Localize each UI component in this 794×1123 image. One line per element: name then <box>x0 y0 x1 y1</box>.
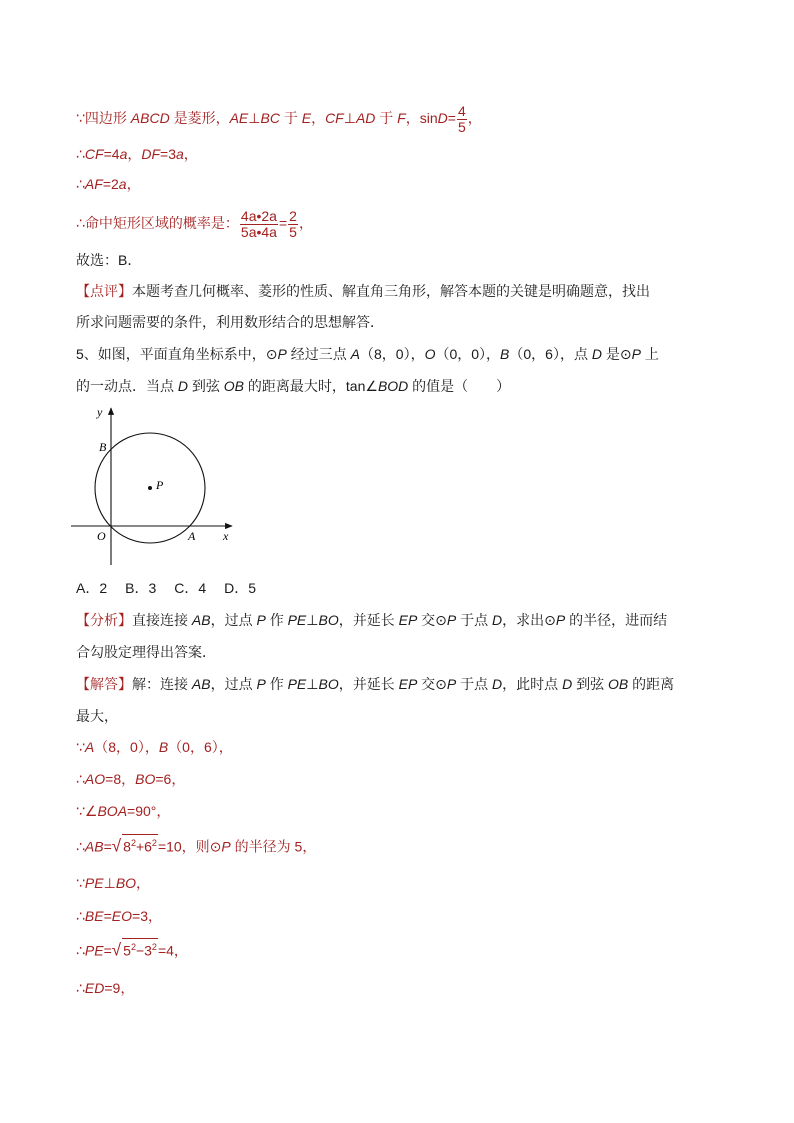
var-ae: AE <box>229 110 249 126</box>
sqrt-icon: √ <box>111 940 122 960</box>
options-line <box>76 578 256 598</box>
text: 作 <box>265 676 288 692</box>
therefore-symbol: ∴ <box>76 838 85 855</box>
var-ab: AB <box>191 676 211 692</box>
step-pe-length <box>76 938 188 963</box>
af-line <box>76 174 141 194</box>
var-abcd: ABCD <box>130 110 170 126</box>
var-af: AF <box>84 176 103 192</box>
var-p: P <box>446 612 457 628</box>
var-e: E <box>301 110 312 126</box>
point-p-label: P <box>156 478 164 492</box>
text: 的半径为 5， <box>230 838 317 855</box>
center-point-p <box>148 486 152 490</box>
text: ， <box>311 110 326 126</box>
perp-symbol: ⊥ <box>343 110 356 126</box>
text: （8，0）， <box>360 346 425 362</box>
perp-symbol: ⊥ <box>306 676 319 692</box>
sqrt-icon: √ <box>111 836 122 856</box>
option-a: A．2 <box>76 580 108 596</box>
question-5-line-1 <box>76 344 659 364</box>
var-cf: CF <box>84 146 104 162</box>
var-a: a <box>118 176 127 192</box>
equals: = <box>447 110 456 126</box>
var-d: D <box>492 676 503 692</box>
var-p: P <box>555 612 566 628</box>
var-boa: BOA <box>97 803 128 819</box>
therefore-symbol: ∴ <box>76 176 85 192</box>
var-d: D <box>177 378 189 394</box>
text: ， <box>467 110 482 126</box>
var-pe: PE <box>287 612 307 628</box>
exponent: 2 <box>130 942 136 952</box>
text: 于点 <box>456 676 493 692</box>
option-c: C．4 <box>174 580 207 596</box>
text: 直接连接 <box>132 612 192 628</box>
var-o: O <box>424 346 436 362</box>
text: =8， <box>105 771 136 787</box>
var-ep: EP <box>398 676 418 692</box>
probability-fraction <box>240 209 278 240</box>
text: 的值是（ ） <box>408 378 511 394</box>
equals: = <box>103 942 112 959</box>
question-5-line-2 <box>76 376 510 396</box>
text: （0，6），点 <box>509 346 592 362</box>
text: ， <box>298 215 313 231</box>
var-ab: AB <box>84 838 104 855</box>
var-ao: AO <box>84 771 106 787</box>
answer-line-2: 最大， <box>76 708 118 724</box>
var-p: P <box>446 676 457 692</box>
text: ，求出⊙ <box>502 612 556 628</box>
comment-line-2: 所求问题需要的条件，利用数形结合的思想解答． <box>76 314 384 330</box>
var-b: B <box>500 346 510 362</box>
var-a: A <box>84 739 95 755</box>
because-symbol: ∵ <box>76 875 85 891</box>
var-be: BE <box>84 908 104 924</box>
var-p: P <box>256 612 266 628</box>
step-ed-length <box>76 978 134 998</box>
equals: = <box>278 215 288 231</box>
option-d: D．5 <box>224 580 257 596</box>
therefore-symbol: ∴ <box>76 908 85 924</box>
exponent: 2 <box>151 838 157 848</box>
comment-line-1 <box>76 281 650 301</box>
var-d: D <box>591 346 602 362</box>
var-d: D <box>437 110 448 126</box>
answer-tag: 【解答】 <box>76 676 132 692</box>
step-right-angle <box>76 801 170 821</box>
equals: = <box>103 838 112 855</box>
comment-tag: 【点评】 <box>76 283 132 299</box>
var-cf: CF <box>325 110 344 126</box>
point-b-label: B <box>99 440 107 454</box>
var-a: a <box>119 146 128 162</box>
step-coordinates <box>76 737 233 757</box>
text: =3 <box>160 146 176 162</box>
text: 是⊙ <box>601 346 632 362</box>
therefore-symbol: ∴ <box>76 980 85 996</box>
text: （8，0）， <box>94 739 159 755</box>
var-f: F <box>397 110 406 126</box>
text: ∴命中矩形区域的概率是： <box>76 215 239 231</box>
text: ，并延长 <box>338 612 399 628</box>
var-df: DF <box>141 146 161 162</box>
base: 8 <box>123 838 131 855</box>
comment-text: 本题考查几何概率、菱形的性质、解直角三角形，解答本题的关键是明确题意，找出 <box>132 283 650 299</box>
text: ，此时点 <box>502 676 563 692</box>
var-a: a <box>176 146 184 162</box>
text: ， <box>126 176 141 192</box>
text: 作 <box>265 612 288 628</box>
sqrt-body <box>122 834 158 855</box>
fraction-denominator: 5 <box>289 223 297 240</box>
text: 上 <box>640 346 659 362</box>
text: =10，则⊙ <box>157 838 222 855</box>
therefore-symbol: ∴ <box>76 771 85 787</box>
origin-label: O <box>97 529 106 543</box>
fraction-numerator: 2 <box>289 207 297 224</box>
var-pe: PE <box>287 676 307 692</box>
var-bo: BO <box>318 612 339 628</box>
text: （0，6）， <box>168 739 233 755</box>
text: ，过点 <box>210 676 257 692</box>
analysis-line-2: 合勾股定理得出答案． <box>76 644 216 660</box>
analysis-tag: 【分析】 <box>76 612 132 628</box>
text: （0，0）， <box>435 346 501 362</box>
perp-symbol: ⊥ <box>248 110 261 126</box>
text: =2 <box>102 176 119 192</box>
sin-label: ，sin <box>405 110 438 126</box>
text: =4 <box>103 146 120 162</box>
y-axis-label: y <box>97 405 103 419</box>
var-ab: AB <box>191 612 211 628</box>
var-a: A <box>350 346 360 362</box>
text: ∵四边形 <box>76 110 131 126</box>
var-bo: BO <box>318 676 339 692</box>
text: 的距离 <box>628 676 675 692</box>
text: +6 <box>135 838 152 855</box>
var-ed: ED <box>84 980 105 996</box>
var-bod: BOD <box>377 378 409 394</box>
text: 到弦 <box>572 676 608 692</box>
text: =9， <box>104 980 135 996</box>
fraction-denominator: 5 <box>457 118 466 135</box>
sqrt-body <box>122 938 158 959</box>
text: =3， <box>132 908 162 924</box>
text: 于 <box>279 110 302 126</box>
fraction-denominator: 5a•4a <box>240 223 277 240</box>
var-ep: EP <box>398 612 418 628</box>
text: ， <box>183 146 198 162</box>
text: 的距离最大时，tan∠ <box>244 378 378 394</box>
text: 5、如图，平面直角坐标系中，⊙ <box>76 346 278 362</box>
var-pe: PE <box>84 942 104 959</box>
point-a-label: A <box>188 529 196 543</box>
probability-line <box>76 203 313 243</box>
var-bc: BC <box>260 110 280 126</box>
text: =4， <box>157 942 188 959</box>
var-d: D <box>562 676 573 692</box>
therefore-symbol: ∴ <box>76 942 85 959</box>
text: 于 <box>375 110 398 126</box>
text: =6， <box>155 771 186 787</box>
text: 交⊙ <box>417 612 447 628</box>
text: 交⊙ <box>417 676 447 692</box>
var-ad: AD <box>355 110 376 126</box>
var-bo: BO <box>135 771 156 787</box>
rhombus-given-line <box>76 100 482 136</box>
text: 经过三点 <box>286 346 351 362</box>
because-angle: ∵∠ <box>76 803 98 819</box>
sin-fraction <box>457 104 467 135</box>
text: ，过点 <box>210 612 257 628</box>
var-b: B <box>158 739 169 755</box>
text: 于点 <box>456 612 493 628</box>
var-bo: BO <box>115 875 137 891</box>
var-ob: OB <box>607 676 629 692</box>
result-fraction <box>288 209 298 240</box>
var-p: P <box>256 676 266 692</box>
step-perpendicular <box>76 873 150 893</box>
text: 到弦 <box>188 378 224 394</box>
var-pe: PE <box>84 875 104 891</box>
var-ob: OB <box>223 378 245 394</box>
coordinate-figure <box>66 402 242 568</box>
cf-df-line <box>76 144 198 164</box>
text: ，并延长 <box>338 676 399 692</box>
fraction-numerator: 4 <box>457 102 466 119</box>
equals: = <box>103 908 112 924</box>
choice-line: 故选：B． <box>76 252 142 268</box>
var-eo: EO <box>111 908 133 924</box>
var-p: P <box>277 346 287 362</box>
step-lengths <box>76 769 185 789</box>
exponent: 2 <box>151 942 157 952</box>
text: 的半径，进而结 <box>565 612 668 628</box>
text: ， <box>136 875 151 891</box>
text: ， <box>127 146 142 162</box>
text: =90°， <box>127 803 171 819</box>
option-b: B．3 <box>125 580 157 596</box>
text: 的一动点．当点 <box>76 378 178 394</box>
step-be-eo <box>76 906 162 926</box>
x-axis-label: x <box>223 529 229 543</box>
text: 是菱形， <box>169 110 230 126</box>
text: 解：连接 <box>132 676 192 692</box>
base: 5 <box>123 942 131 959</box>
step-ab-length <box>76 834 316 859</box>
analysis-line-1 <box>76 610 667 630</box>
perp-symbol: ⊥ <box>103 875 116 891</box>
answer-line-1 <box>76 674 674 694</box>
text: −3 <box>135 942 152 959</box>
fraction-numerator: 4a•2a <box>240 207 277 224</box>
therefore-symbol: ∴ <box>76 146 85 162</box>
var-p: P <box>631 346 641 362</box>
because-symbol: ∵ <box>76 739 85 755</box>
perp-symbol: ⊥ <box>306 612 319 628</box>
var-d: D <box>492 612 503 628</box>
var-p: P <box>221 838 231 855</box>
exponent: 2 <box>130 838 136 848</box>
